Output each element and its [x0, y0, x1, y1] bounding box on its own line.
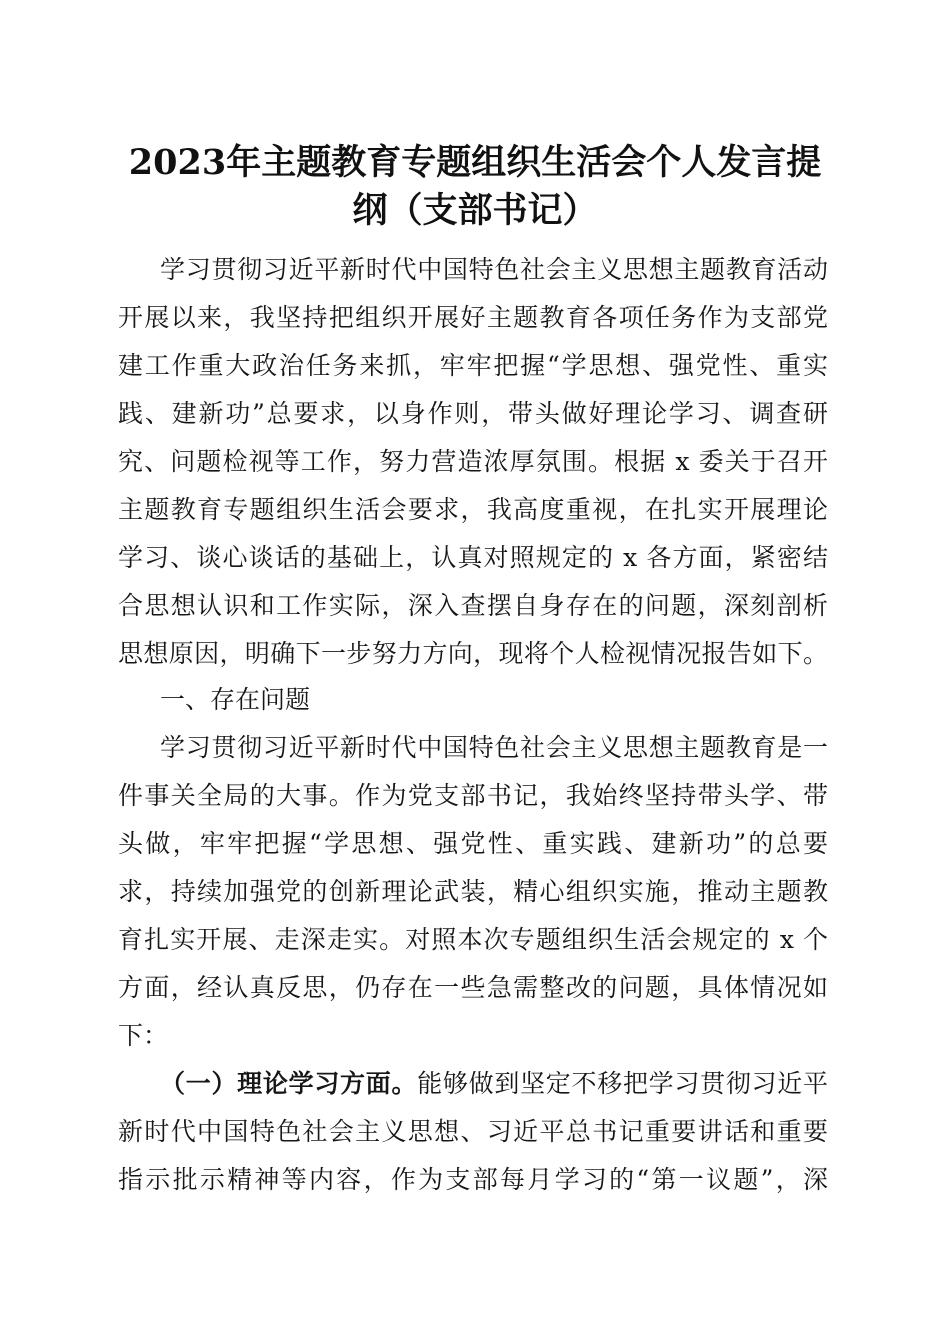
- text-line: 学习贯彻习近平新时代中国特色社会主义思想主题教育活动: [160, 255, 828, 284]
- document-title-line-1: 2023年主题教育专题组织生活会个人发言提: [128, 142, 822, 183]
- text-line: 下：: [118, 1021, 169, 1050]
- text-line: 践、建新功”总要求，以身作则，带头做好理论学习、调查研: [118, 399, 828, 428]
- text-line: 开展以来，我坚持把组织开展好主题教育各项任务作为支部党: [118, 303, 828, 332]
- document-title-line-2: 纲（支部书记）: [352, 190, 598, 231]
- text-line: 求，持续加强党的创新理论武装，精心组织实施，推动主题教: [118, 877, 828, 906]
- text-line: 学习、谈心谈话的基础上，认真对照规定的 x 各方面，紧密结: [118, 543, 828, 572]
- text-line: 头做，牢牢把握“学思想、强党性、重实践、建新功”的总要: [118, 829, 828, 858]
- text-line: 合思想认识和工作实际，深入查摆自身存在的问题，深刻剖析: [118, 591, 828, 620]
- text-line: 育扎实开展、走深走实。对照本次专题组织生活会规定的 x 个: [118, 925, 828, 954]
- text-line: 新时代中国特色社会主义思想、习近平总书记重要讲话和重要: [118, 1117, 828, 1146]
- section-heading-problems: 一、存在问题: [160, 685, 311, 714]
- subsection-lead: （一）理论学习方面。: [160, 1069, 418, 1098]
- text-line: 思想原因，明确下一步努力方向，现将个人检视情况报告如下。: [118, 639, 828, 668]
- text-line: 学习贯彻习近平新时代中国特色社会主义思想主题教育是一: [160, 733, 828, 762]
- text-line: 方面，经认真反思，仍存在一些急需整改的问题，具体情况如: [118, 973, 828, 1002]
- subsection-lead-text: 能够做到坚定不移把学习贯彻习近平: [417, 1069, 828, 1098]
- text-line: 件事关全局的大事。作为党支部书记，我始终坚持带头学、带: [118, 781, 828, 810]
- text-line: 指示批示精神等内容，作为支部每月学习的“第一议题”，深: [118, 1165, 828, 1194]
- text-line: 究、问题检视等工作，努力营造浓厚氛围。根据 x 委关于召开: [118, 447, 828, 476]
- text-line: [160, 1061, 828, 1107]
- text-line: 建工作重大政治任务来抓，牢牢把握“学思想、强党性、重实: [118, 351, 828, 380]
- text-line: 主题教育专题组织生活会要求，我高度重视，在扎实开展理论: [118, 495, 828, 524]
